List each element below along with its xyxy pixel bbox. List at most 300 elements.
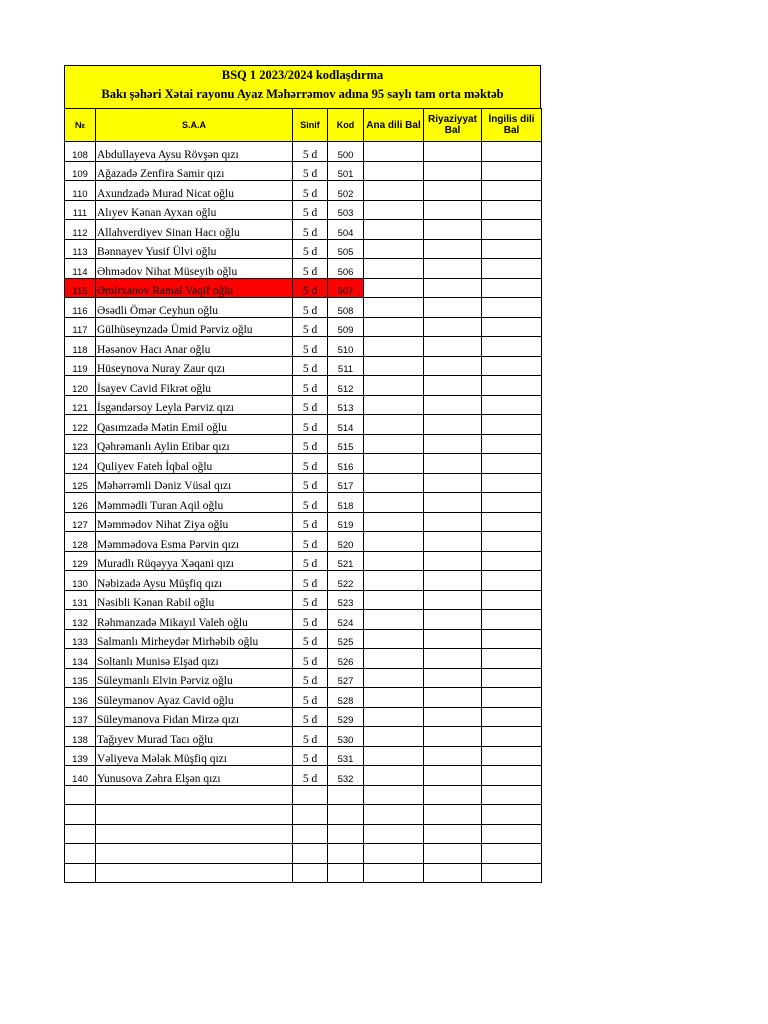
english-score-cell[interactable] [482,746,542,766]
empty-row[interactable] [65,805,542,825]
code-cell[interactable]: 532 [328,766,364,786]
native-language-score-cell[interactable] [364,532,424,552]
student-name-cell[interactable]: Gülhüseynzadə Ümid Pərviz oğlu [96,317,293,337]
table-row[interactable] [65,239,542,259]
math-score-cell[interactable] [424,551,482,571]
row-number-cell[interactable]: 139 [65,746,96,766]
english-score-cell[interactable] [482,434,542,454]
empty-cell[interactable] [364,824,424,844]
math-score-cell[interactable] [424,512,482,532]
math-score-cell[interactable] [424,376,482,396]
row-number-cell[interactable]: 118 [65,337,96,357]
english-score-cell[interactable] [482,239,542,259]
native-language-score-cell[interactable] [364,278,424,298]
class-cell[interactable]: 5 d [293,512,328,532]
code-cell[interactable]: 526 [328,649,364,669]
row-number-cell[interactable]: 126 [65,493,96,513]
student-name-cell[interactable]: Həsənov Hacı Anar oğlu [96,337,293,357]
empty-cell[interactable] [96,785,293,805]
code-cell[interactable]: 516 [328,454,364,474]
table-row[interactable] [65,493,542,513]
native-language-score-cell[interactable] [364,551,424,571]
row-number-cell[interactable]: 115 [65,278,96,298]
student-name-cell[interactable]: Axundzadə Murad Nicat oğlu [96,181,293,201]
table-row[interactable] [65,590,542,610]
english-score-cell[interactable] [482,727,542,747]
col-header-code[interactable]: Kod [328,109,364,142]
student-name-cell[interactable]: Salmanlı Mirheydər Mirhəbib oğlu [96,629,293,649]
english-score-cell[interactable] [482,668,542,688]
native-language-score-cell[interactable] [364,200,424,220]
code-cell[interactable]: 513 [328,395,364,415]
table-row[interactable] [65,454,542,474]
native-language-score-cell[interactable] [364,629,424,649]
native-language-score-cell[interactable] [364,434,424,454]
row-number-cell[interactable]: 134 [65,649,96,669]
col-header-math[interactable] [424,109,482,142]
row-number-cell[interactable]: 123 [65,434,96,454]
table-row[interactable] [65,434,542,454]
native-language-score-cell[interactable] [364,766,424,786]
row-number-cell[interactable]: 128 [65,532,96,552]
code-cell[interactable]: 502 [328,181,364,201]
english-score-cell[interactable] [482,629,542,649]
class-cell[interactable]: 5 d [293,551,328,571]
empty-cell[interactable] [96,844,293,864]
student-name-cell[interactable]: Qasımzadə Mətin Emil oğlu [96,415,293,435]
code-cell[interactable]: 509 [328,317,364,337]
code-cell[interactable]: 527 [328,668,364,688]
code-cell[interactable]: 530 [328,727,364,747]
code-cell[interactable]: 510 [328,337,364,357]
student-name-cell[interactable]: Nəbizadə Aysu Müşfiq qızı [96,571,293,591]
empty-cell[interactable] [364,785,424,805]
empty-cell[interactable] [328,824,364,844]
english-score-cell[interactable] [482,493,542,513]
english-score-cell[interactable] [482,259,542,279]
col-header-english[interactable] [482,109,542,142]
empty-row[interactable] [65,824,542,844]
empty-cell[interactable] [482,824,542,844]
native-language-score-cell[interactable] [364,668,424,688]
math-score-cell[interactable] [424,200,482,220]
english-score-cell[interactable] [482,142,542,162]
code-cell[interactable]: 508 [328,298,364,318]
english-score-cell[interactable] [482,571,542,591]
class-cell[interactable]: 5 d [293,317,328,337]
class-cell[interactable]: 5 d [293,532,328,552]
code-cell[interactable]: 525 [328,629,364,649]
empty-cell[interactable] [328,785,364,805]
row-number-cell[interactable]: 122 [65,415,96,435]
table-row[interactable] [65,200,542,220]
native-language-score-cell[interactable] [364,473,424,493]
empty-row[interactable] [65,863,542,883]
empty-cell[interactable] [328,863,364,883]
student-name-cell[interactable]: Məmmədov Nihat Ziya oğlu [96,512,293,532]
native-language-score-cell[interactable] [364,317,424,337]
student-name-cell[interactable]: Abdullayeva Aysu Rövşən qızı [96,142,293,162]
row-number-cell[interactable]: 109 [65,161,96,181]
table-row[interactable] [65,298,542,318]
class-cell[interactable]: 5 d [293,415,328,435]
student-name-cell[interactable]: Əmirxanov Ramal Vaqif oğlu [96,278,293,298]
math-score-cell[interactable] [424,473,482,493]
class-cell[interactable]: 5 d [293,629,328,649]
empty-cell[interactable] [424,805,482,825]
empty-cell[interactable] [482,863,542,883]
row-number-cell[interactable]: 140 [65,766,96,786]
table-row[interactable] [65,629,542,649]
table-row[interactable] [65,395,542,415]
student-name-cell[interactable]: Əsədli Ömər Ceyhun oğlu [96,298,293,318]
student-name-cell[interactable]: Yunusova Zəhra Elşən qızı [96,766,293,786]
empty-cell[interactable] [65,844,96,864]
empty-cell[interactable] [482,785,542,805]
empty-cell[interactable] [96,805,293,825]
code-cell[interactable]: 519 [328,512,364,532]
native-language-score-cell[interactable] [364,337,424,357]
empty-cell[interactable] [328,844,364,864]
english-score-cell[interactable] [482,532,542,552]
class-cell[interactable]: 5 d [293,259,328,279]
col-header-no[interactable]: № [65,109,96,142]
class-cell[interactable]: 5 d [293,376,328,396]
student-name-cell[interactable]: Quliyev Fateh İqbal oğlu [96,454,293,474]
class-cell[interactable]: 5 d [293,298,328,318]
code-cell[interactable]: 528 [328,688,364,708]
empty-cell[interactable] [364,863,424,883]
student-name-cell[interactable]: Bənnayev Yusif Ülvi oğlu [96,239,293,259]
empty-cell[interactable] [293,805,328,825]
english-score-cell[interactable] [482,688,542,708]
class-cell[interactable]: 5 d [293,239,328,259]
math-score-cell[interactable] [424,337,482,357]
english-score-cell[interactable] [482,454,542,474]
empty-cell[interactable] [96,824,293,844]
class-cell[interactable]: 5 d [293,649,328,669]
math-score-cell[interactable] [424,181,482,201]
student-name-cell[interactable]: Hüseynova Nuray Zaur qızı [96,356,293,376]
student-name-cell[interactable]: Allahverdiyev Sinan Hacı oğlu [96,220,293,240]
table-row[interactable] [65,337,542,357]
math-score-cell[interactable] [424,298,482,318]
row-number-cell[interactable]: 113 [65,239,96,259]
english-score-cell[interactable] [482,473,542,493]
code-cell[interactable]: 521 [328,551,364,571]
row-number-cell[interactable]: 136 [65,688,96,708]
class-cell[interactable]: 5 d [293,142,328,162]
row-number-cell[interactable]: 117 [65,317,96,337]
code-cell[interactable]: 518 [328,493,364,513]
empty-cell[interactable] [293,863,328,883]
native-language-score-cell[interactable] [364,707,424,727]
student-name-cell[interactable]: Vəliyeva Mələk Müşfiq qızı [96,746,293,766]
native-language-score-cell[interactable] [364,571,424,591]
empty-cell[interactable] [424,863,482,883]
row-number-cell[interactable]: 114 [65,259,96,279]
english-score-cell[interactable] [482,317,542,337]
native-language-score-cell[interactable] [364,746,424,766]
english-score-cell[interactable] [482,337,542,357]
english-score-cell[interactable] [482,278,542,298]
code-cell[interactable]: 501 [328,161,364,181]
class-cell[interactable]: 5 d [293,434,328,454]
table-row[interactable] [65,181,542,201]
class-cell[interactable]: 5 d [293,766,328,786]
empty-cell[interactable] [293,785,328,805]
row-number-cell[interactable]: 131 [65,590,96,610]
code-cell[interactable]: 520 [328,532,364,552]
table-row[interactable] [65,668,542,688]
class-cell[interactable]: 5 d [293,473,328,493]
math-score-cell[interactable] [424,649,482,669]
empty-row[interactable] [65,785,542,805]
math-score-cell[interactable] [424,395,482,415]
row-number-cell[interactable]: 108 [65,142,96,162]
english-score-cell[interactable] [482,356,542,376]
row-number-cell[interactable]: 132 [65,610,96,630]
row-number-cell[interactable]: 129 [65,551,96,571]
code-cell[interactable]: 505 [328,239,364,259]
native-language-score-cell[interactable] [364,376,424,396]
student-name-cell[interactable]: Məhərrəmli Dəniz Vüsal qızı [96,473,293,493]
empty-cell[interactable] [65,863,96,883]
native-language-score-cell[interactable] [364,161,424,181]
native-language-score-cell[interactable] [364,727,424,747]
math-score-cell[interactable] [424,142,482,162]
col-header-class[interactable]: Sinif [293,109,328,142]
empty-cell[interactable] [424,844,482,864]
table-row[interactable] [65,610,542,630]
row-number-cell[interactable]: 116 [65,298,96,318]
row-number-cell[interactable]: 121 [65,395,96,415]
english-score-cell[interactable] [482,590,542,610]
code-cell[interactable]: 524 [328,610,364,630]
english-score-cell[interactable] [482,200,542,220]
english-score-cell[interactable] [482,376,542,396]
table-row[interactable] [65,317,542,337]
english-score-cell[interactable] [482,610,542,630]
english-score-cell[interactable] [482,415,542,435]
class-cell[interactable]: 5 d [293,668,328,688]
student-name-cell[interactable]: İsgəndərsoy Leyla Pərviz qızı [96,395,293,415]
native-language-score-cell[interactable] [364,415,424,435]
student-name-cell[interactable]: Qəhrəmanlı Aylin Etibar qızı [96,434,293,454]
native-language-score-cell[interactable] [364,220,424,240]
empty-cell[interactable] [65,824,96,844]
student-name-cell[interactable]: Məmmədova Esma Pərvin qızı [96,532,293,552]
code-cell[interactable]: 503 [328,200,364,220]
row-number-cell[interactable]: 127 [65,512,96,532]
math-score-cell[interactable] [424,356,482,376]
code-cell[interactable]: 507 [328,278,364,298]
empty-cell[interactable] [65,785,96,805]
class-cell[interactable]: 5 d [293,161,328,181]
student-name-cell[interactable]: Süleymanov Ayaz Cavid oğlu [96,688,293,708]
table-row[interactable] [65,473,542,493]
code-cell[interactable]: 515 [328,434,364,454]
math-score-cell[interactable] [424,317,482,337]
class-cell[interactable]: 5 d [293,454,328,474]
empty-cell[interactable] [293,824,328,844]
english-score-cell[interactable] [482,298,542,318]
class-cell[interactable]: 5 d [293,395,328,415]
table-row[interactable] [65,512,542,532]
math-score-cell[interactable] [424,454,482,474]
empty-cell[interactable] [328,805,364,825]
student-name-cell[interactable]: Əhmədov Nihat Müseyib oğlu [96,259,293,279]
english-score-cell[interactable] [482,766,542,786]
class-cell[interactable]: 5 d [293,610,328,630]
col-header-name[interactable]: S.A.A [96,109,293,142]
table-row[interactable] [65,376,542,396]
table-row[interactable] [65,649,542,669]
code-cell[interactable]: 511 [328,356,364,376]
native-language-score-cell[interactable] [364,590,424,610]
math-score-cell[interactable] [424,727,482,747]
empty-cell[interactable] [482,805,542,825]
empty-cell[interactable] [65,805,96,825]
math-score-cell[interactable] [424,746,482,766]
english-score-cell[interactable] [482,707,542,727]
math-score-cell[interactable] [424,571,482,591]
class-cell[interactable]: 5 d [293,727,328,747]
math-score-cell[interactable] [424,220,482,240]
code-cell[interactable]: 500 [328,142,364,162]
empty-cell[interactable] [364,805,424,825]
table-row[interactable] [65,142,542,162]
native-language-score-cell[interactable] [364,239,424,259]
student-name-cell[interactable]: Süleymanova Fidan Mirzə qızı [96,707,293,727]
empty-cell[interactable] [482,844,542,864]
table-row[interactable] [65,220,542,240]
class-cell[interactable]: 5 d [293,220,328,240]
class-cell[interactable]: 5 d [293,707,328,727]
native-language-score-cell[interactable] [364,688,424,708]
code-cell[interactable]: 506 [328,259,364,279]
math-score-cell[interactable] [424,532,482,552]
row-number-cell[interactable]: 110 [65,181,96,201]
class-cell[interactable]: 5 d [293,200,328,220]
student-name-cell[interactable]: Muradlı Rüqəyya Xəqani qızı [96,551,293,571]
code-cell[interactable]: 529 [328,707,364,727]
empty-cell[interactable] [424,785,482,805]
english-score-cell[interactable] [482,551,542,571]
student-name-cell[interactable]: Süleymanlı Elvin Pərviz oğlu [96,668,293,688]
empty-cell[interactable] [293,844,328,864]
student-name-cell[interactable]: Soltanlı Munisə Elşad qızı [96,649,293,669]
code-cell[interactable]: 531 [328,746,364,766]
row-number-cell[interactable]: 137 [65,707,96,727]
class-cell[interactable]: 5 d [293,356,328,376]
class-cell[interactable]: 5 d [293,688,328,708]
table-row[interactable] [65,356,542,376]
math-score-cell[interactable] [424,434,482,454]
table-row[interactable] [65,415,542,435]
row-number-cell[interactable]: 111 [65,200,96,220]
math-score-cell[interactable] [424,161,482,181]
class-cell[interactable]: 5 d [293,181,328,201]
math-score-cell[interactable] [424,629,482,649]
student-name-cell[interactable]: Nəsibli Kənan Rabil oğlu [96,590,293,610]
student-name-cell[interactable]: Ağazadə Zenfira Samir qızı [96,161,293,181]
row-number-cell[interactable]: 133 [65,629,96,649]
code-cell[interactable]: 523 [328,590,364,610]
class-cell[interactable]: 5 d [293,590,328,610]
math-score-cell[interactable] [424,493,482,513]
table-row[interactable] [65,571,542,591]
empty-cell[interactable] [96,863,293,883]
native-language-score-cell[interactable] [364,493,424,513]
table-row[interactable] [65,766,542,786]
math-score-cell[interactable] [424,259,482,279]
math-score-cell[interactable] [424,239,482,259]
math-score-cell[interactable] [424,415,482,435]
row-number-cell[interactable]: 124 [65,454,96,474]
native-language-score-cell[interactable] [364,454,424,474]
table-row[interactable] [65,161,542,181]
row-number-cell[interactable]: 125 [65,473,96,493]
math-score-cell[interactable] [424,590,482,610]
math-score-cell[interactable] [424,278,482,298]
english-score-cell[interactable] [482,649,542,669]
empty-row[interactable] [65,844,542,864]
code-cell[interactable]: 517 [328,473,364,493]
code-cell[interactable]: 504 [328,220,364,240]
native-language-score-cell[interactable] [364,395,424,415]
english-score-cell[interactable] [482,220,542,240]
native-language-score-cell[interactable] [364,259,424,279]
class-cell[interactable]: 5 d [293,493,328,513]
code-cell[interactable]: 512 [328,376,364,396]
table-row[interactable] [65,278,542,298]
native-language-score-cell[interactable] [364,512,424,532]
table-row[interactable] [65,727,542,747]
student-name-cell[interactable]: İsayev Cavid Fikrət oğlu [96,376,293,396]
row-number-cell[interactable]: 130 [65,571,96,591]
native-language-score-cell[interactable] [364,181,424,201]
math-score-cell[interactable] [424,688,482,708]
class-cell[interactable]: 5 d [293,746,328,766]
class-cell[interactable]: 5 d [293,571,328,591]
row-number-cell[interactable]: 135 [65,668,96,688]
table-row[interactable] [65,551,542,571]
native-language-score-cell[interactable] [364,356,424,376]
class-cell[interactable]: 5 d [293,337,328,357]
empty-cell[interactable] [364,844,424,864]
class-cell[interactable]: 5 d [293,278,328,298]
student-name-cell[interactable]: Rəhmanzadə Mikayıl Valeh oğlu [96,610,293,630]
student-name-cell[interactable]: Məmmədli Turan Aqil oğlu [96,493,293,513]
table-row[interactable] [65,688,542,708]
row-number-cell[interactable]: 138 [65,727,96,747]
table-row[interactable] [65,259,542,279]
native-language-score-cell[interactable] [364,610,424,630]
student-name-cell[interactable]: Alıyev Kənan Ayxan oğlu [96,200,293,220]
row-number-cell[interactable]: 120 [65,376,96,396]
col-header-native-language[interactable]: Ana dili Bal [364,109,424,142]
table-row[interactable] [65,707,542,727]
math-score-cell[interactable] [424,707,482,727]
code-cell[interactable]: 514 [328,415,364,435]
math-score-cell[interactable] [424,668,482,688]
english-score-cell[interactable] [482,161,542,181]
english-score-cell[interactable] [482,512,542,532]
native-language-score-cell[interactable] [364,649,424,669]
native-language-score-cell[interactable] [364,142,424,162]
empty-cell[interactable] [424,824,482,844]
